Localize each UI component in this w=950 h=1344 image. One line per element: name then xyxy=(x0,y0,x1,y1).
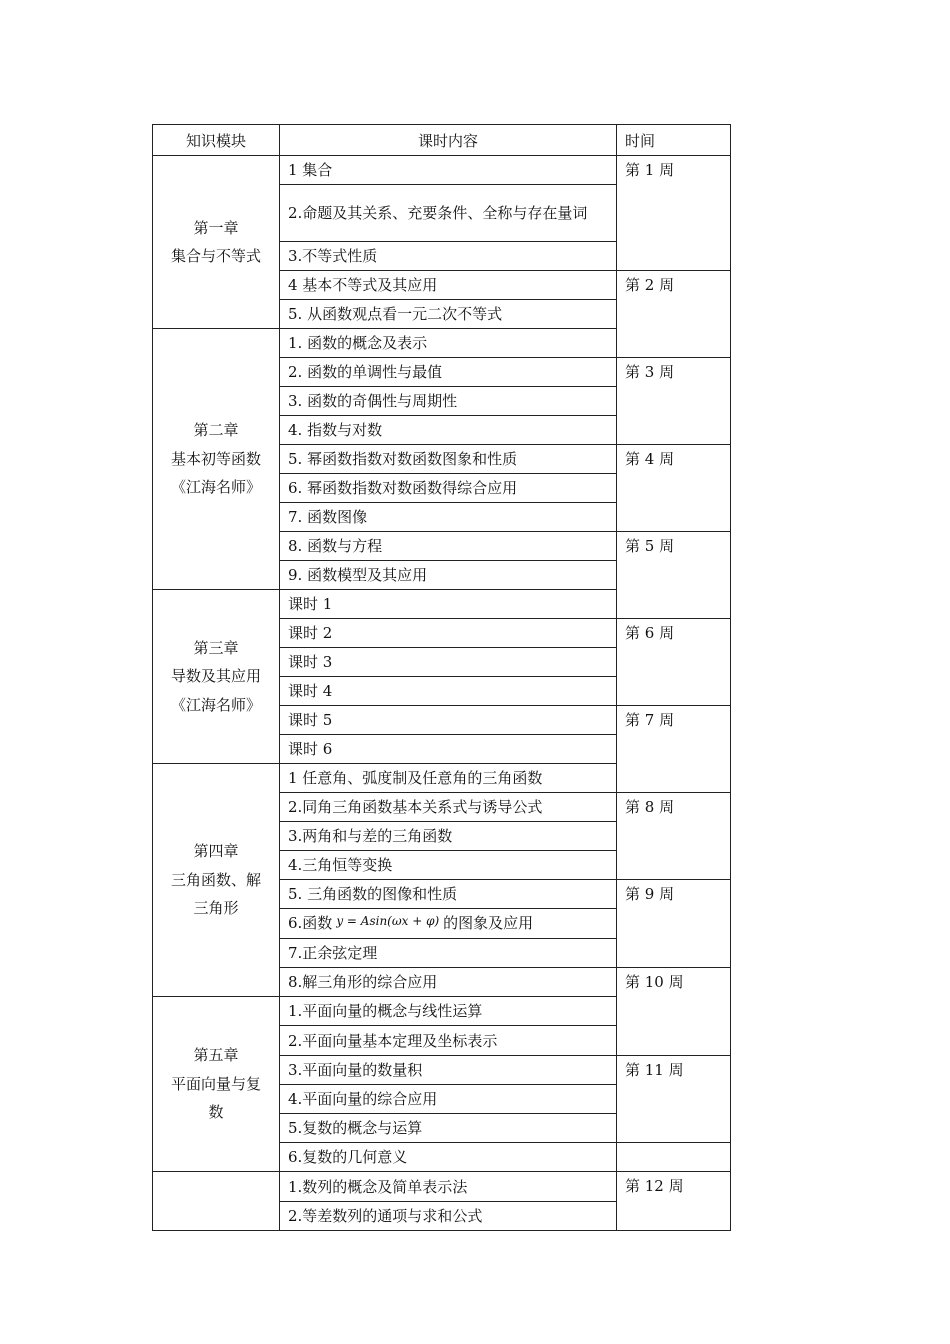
module-line: 《江海名师》 xyxy=(170,478,261,497)
week-cell: 第 6 周 xyxy=(617,619,731,706)
lesson-text: 7.正余弦定理 xyxy=(288,944,378,962)
lesson-text: 2.同角三角函数基本关系式与诱导公式 xyxy=(288,798,543,816)
lesson-cell xyxy=(280,445,617,474)
lesson-cell xyxy=(280,156,617,185)
lesson-text: 3.不等式性质 xyxy=(288,247,378,265)
week-cell: 第 8 周 xyxy=(617,793,731,880)
lesson-text: 2.平面向量基本定理及坐标表示 xyxy=(288,1031,498,1050)
lesson-text: 3. 函数的奇偶性与周期性 xyxy=(288,392,458,410)
week-cell: 第 1 周 xyxy=(617,156,731,271)
week-cell: 第 3 周 xyxy=(617,358,731,445)
table-row xyxy=(153,1172,731,1202)
header-content: 课时内容 xyxy=(280,125,617,156)
lesson-cell xyxy=(280,1056,617,1085)
lesson-cell xyxy=(280,1202,617,1231)
lesson-cell xyxy=(280,242,617,271)
week-cell: 第 5 周 xyxy=(617,532,731,619)
lesson-text: 7. 函数图像 xyxy=(288,508,368,526)
lesson-cell xyxy=(280,619,617,648)
lesson-cell xyxy=(280,968,617,997)
lesson-cell xyxy=(280,185,617,242)
lesson-text: 1 集合 xyxy=(288,161,333,179)
lesson-cell xyxy=(280,997,617,1026)
lesson-text: 6.复数的几何意义 xyxy=(288,1148,408,1166)
lesson-text: 2. 函数的单调性与最值 xyxy=(288,363,443,381)
lesson-cell xyxy=(280,880,617,909)
lesson-cell xyxy=(280,1085,617,1114)
lesson-text: 5. 幂函数指数对数函数图象和性质 xyxy=(288,450,518,468)
lesson-cell xyxy=(280,909,617,939)
lesson-text: 2.命题及其关系、充要条件、全称与存在量词 xyxy=(288,204,588,222)
lesson-cell xyxy=(280,793,617,822)
lesson-text: 5. 从函数观点看一元二次不等式 xyxy=(288,305,503,323)
lesson-text: 1.数列的概念及简单表示法 xyxy=(288,1177,468,1196)
lesson-cell xyxy=(280,416,617,445)
lesson-text: 2.等差数列的通项与求和公式 xyxy=(288,1207,483,1225)
lesson-text: 课时 3 xyxy=(288,653,333,671)
lesson-text: 6.函数 xyxy=(288,914,333,932)
lesson-text: 课时 2 xyxy=(288,624,333,642)
week-cell: 第 11 周 xyxy=(617,1056,731,1143)
lesson-cell xyxy=(280,590,617,619)
module-cell xyxy=(153,329,280,590)
lesson-text: 5.复数的概念与运算 xyxy=(288,1119,423,1137)
lesson-text: 课时 4 xyxy=(288,682,333,700)
week-cell: 第 7 周 xyxy=(617,706,731,793)
module-line: 第四章 xyxy=(193,842,239,861)
lesson-text: 课时 6 xyxy=(288,740,333,758)
lesson-cell xyxy=(280,532,617,561)
lesson-text: 8.解三角形的综合应用 xyxy=(288,973,438,991)
lesson-text: 6. 幂函数指数对数函数得综合应用 xyxy=(288,479,518,497)
lesson-cell xyxy=(280,358,617,387)
lesson-cell xyxy=(280,561,617,590)
lesson-cell xyxy=(280,1143,617,1172)
lesson-text: 课时 1 xyxy=(288,595,333,613)
lesson-text: 5. 三角函数的图像和性质 xyxy=(288,885,458,903)
module-cell xyxy=(153,590,280,764)
header-module: 知识模块 xyxy=(153,125,280,156)
lesson-cell xyxy=(280,1026,617,1056)
table-row xyxy=(153,156,731,185)
lesson-cell xyxy=(280,939,617,968)
lesson-cell xyxy=(280,503,617,532)
lesson-cell xyxy=(280,764,617,793)
lesson-text: 4. 指数与对数 xyxy=(288,421,383,439)
week-cell: 第 4 周 xyxy=(617,445,731,532)
lesson-cell xyxy=(280,329,617,358)
week-cell: 第 9 周 xyxy=(617,880,731,968)
module-line: 第三章 xyxy=(193,638,239,657)
module-cell xyxy=(153,1172,280,1231)
module-line: 数 xyxy=(208,1103,224,1122)
module-cell xyxy=(153,764,280,997)
week-cell: 第 12 周 xyxy=(617,1172,731,1231)
module-line: 基本初等函数 xyxy=(170,449,261,468)
lesson-cell xyxy=(280,851,617,880)
lesson-cell xyxy=(280,1114,617,1143)
lesson-text: 8. 函数与方程 xyxy=(288,537,383,555)
week-cell xyxy=(617,1143,731,1172)
lesson-cell xyxy=(280,648,617,677)
lesson-cell xyxy=(280,300,617,329)
module-line: 平面向量与复 xyxy=(170,1074,261,1093)
lesson-cell xyxy=(280,474,617,503)
lesson-text: 1 任意角、弧度制及任意角的三角函数 xyxy=(288,769,543,787)
schedule-table xyxy=(152,124,731,1231)
week-cell: 第 2 周 xyxy=(617,271,731,358)
lesson-text: 3.两角和与差的三角函数 xyxy=(288,827,453,845)
lesson-text: 4 基本不等式及其应用 xyxy=(288,276,438,294)
week-cell: 第 10 周 xyxy=(617,968,731,1056)
lesson-cell xyxy=(280,387,617,416)
module-cell xyxy=(153,156,280,329)
lesson-cell xyxy=(280,822,617,851)
lesson-text: 9. 函数模型及其应用 xyxy=(288,566,428,584)
lesson-text: 4.平面向量的综合应用 xyxy=(288,1090,438,1108)
lesson-cell xyxy=(280,1172,617,1202)
module-line: 导数及其应用 xyxy=(170,667,261,686)
formula: y = Asin(ωx + φ) xyxy=(336,914,440,928)
module-line: 第二章 xyxy=(193,421,239,440)
lesson-cell xyxy=(280,271,617,300)
lesson-cell xyxy=(280,677,617,706)
module-line: 第一章 xyxy=(193,218,239,237)
lesson-text: 3.平面向量的数量积 xyxy=(288,1061,423,1079)
header-row xyxy=(153,125,731,156)
lesson-text-suffix: 的图象及应用 xyxy=(443,914,534,932)
lesson-cell xyxy=(280,735,617,764)
lesson-text: 课时 5 xyxy=(288,711,333,729)
lesson-text: 1.平面向量的概念与线性运算 xyxy=(288,1002,483,1020)
module-line: 三角形 xyxy=(193,899,239,918)
lesson-cell xyxy=(280,706,617,735)
header-time: 时间 xyxy=(617,125,731,156)
lesson-text: 1. 函数的概念及表示 xyxy=(288,334,428,352)
module-line: 第五章 xyxy=(193,1046,239,1065)
module-line: 三角函数、解 xyxy=(170,870,261,889)
module-line: 集合与不等式 xyxy=(170,247,261,265)
module-line: 《江海名师》 xyxy=(170,695,261,714)
lesson-text: 4.三角恒等变换 xyxy=(288,856,393,874)
module-cell xyxy=(153,997,280,1172)
